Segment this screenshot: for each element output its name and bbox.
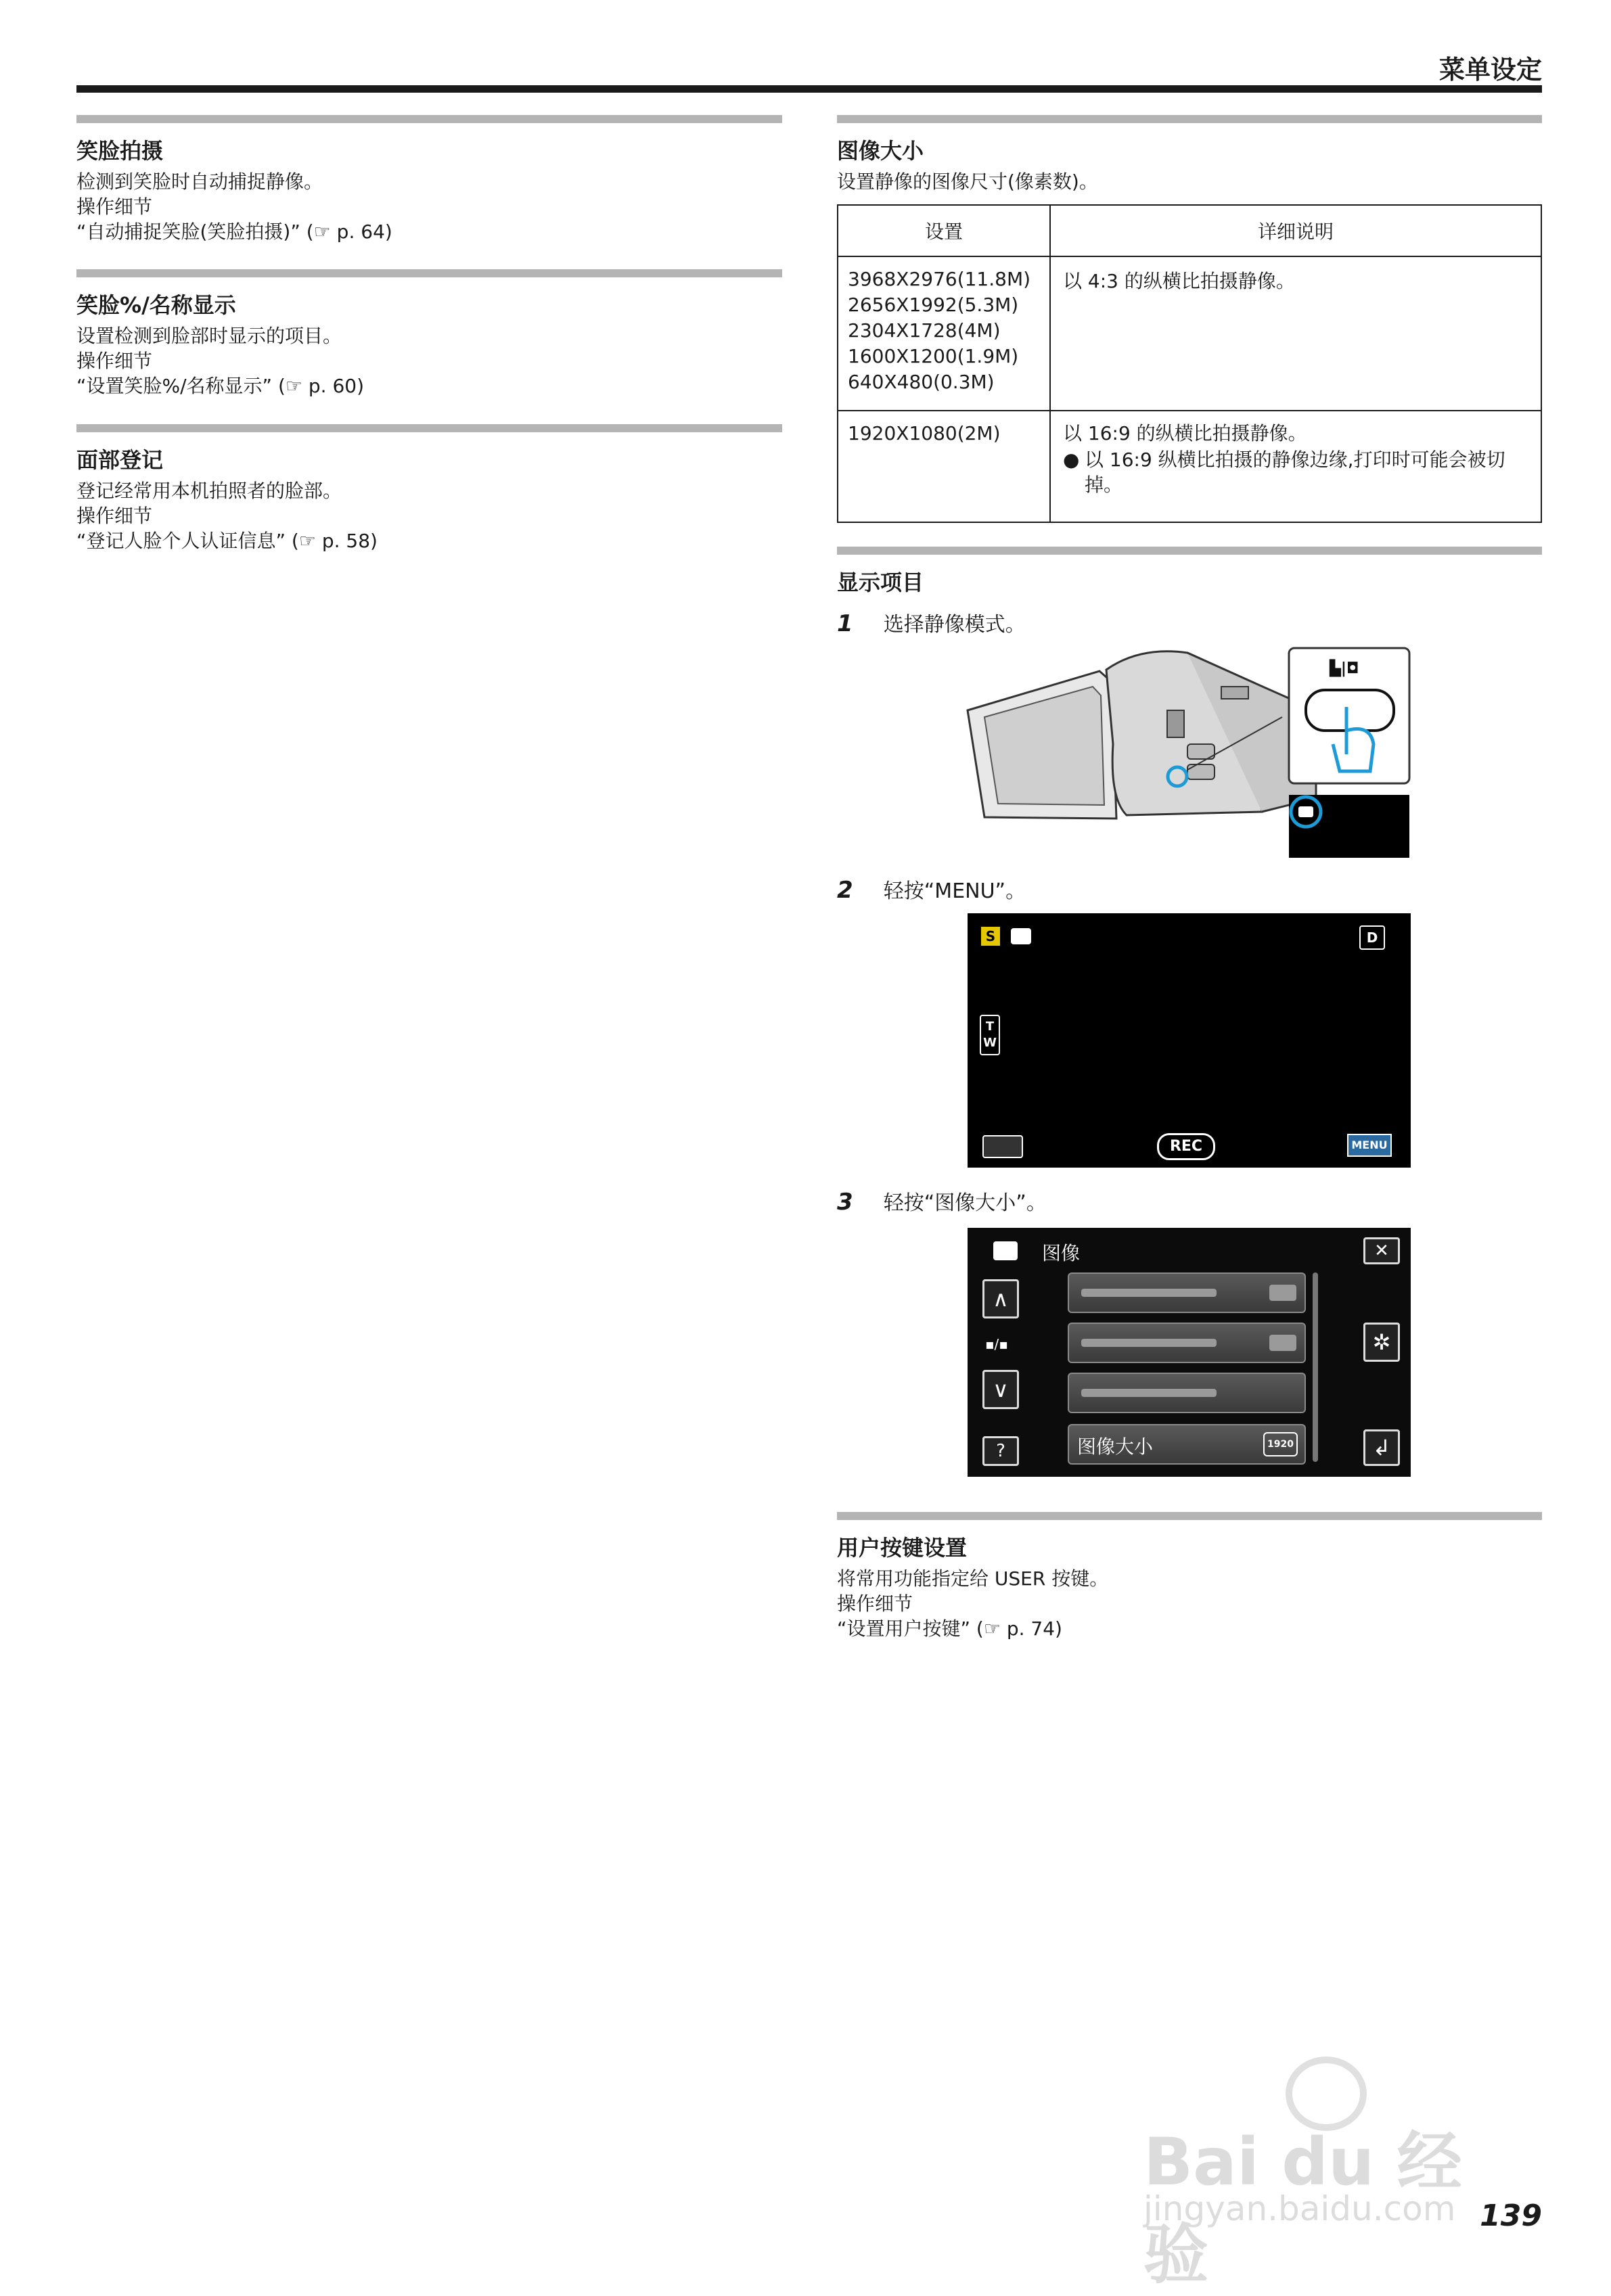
size-option: 2304X1728(4M)	[848, 319, 1001, 342]
svg-text:▙|◘: ▙|◘	[1330, 660, 1359, 677]
size-option: 1600X1200(1.9M)	[848, 345, 1019, 367]
left-section-face-registration	[76, 424, 782, 553]
step-text: 轻按“图像大小”。	[883, 1191, 1047, 1215]
menu-button[interactable]: MENU	[1347, 1134, 1392, 1157]
zoom-tw-button[interactable]: T W	[980, 1015, 1000, 1055]
section-bar	[76, 115, 782, 123]
section-title: 笑脸%/名称显示	[76, 292, 236, 318]
table-cell-detail	[1050, 411, 1541, 522]
blurred-label	[1081, 1389, 1217, 1397]
back-button[interactable]	[1363, 1429, 1400, 1466]
image-size-table	[837, 204, 1542, 523]
section-bar	[837, 547, 1542, 555]
section-desc: 登记经常用本机拍照者的脸部。	[76, 480, 342, 502]
reference-link[interactable]: “自动捕捉笑脸(笑脸拍摄)” (☞ p. 64)	[76, 221, 392, 243]
switch-icon: ▪/▪	[985, 1336, 1008, 1352]
baidu-watermark	[1143, 2057, 1522, 2293]
gear-icon: ✲	[1372, 1329, 1391, 1355]
step-3	[837, 1186, 1047, 1216]
detail-label: 操作细节	[76, 350, 153, 372]
step-text: 选择静像模式。	[883, 613, 1026, 637]
d-mode-badge: D	[1359, 925, 1385, 950]
section-title: 图像大小	[837, 138, 924, 164]
playback-toggle-button[interactable]	[982, 1135, 1023, 1158]
section-title: 显示项目	[837, 570, 924, 595]
section-title: 用户按键设置	[837, 1535, 968, 1561]
table-header-setting: 设置	[838, 205, 1050, 256]
detail-label: 操作细节	[76, 505, 153, 527]
header-rule	[76, 85, 1542, 93]
size-option: 640X480(0.3M)	[848, 371, 995, 393]
scroll-up-button[interactable]: ∧	[982, 1279, 1019, 1318]
table-cell-settings	[838, 411, 1050, 522]
detail-label: 操作细节	[837, 1592, 913, 1615]
note-text: 以 16:9 纵横比拍摄的静像边缘,打印时可能会被切掉。	[1085, 449, 1505, 496]
reference-link[interactable]: “登记人脸个人认证信息” (☞ p. 58)	[76, 530, 378, 552]
menu-header-label: 图像	[1042, 1242, 1081, 1264]
table-header-row	[838, 205, 1541, 256]
table-row	[838, 256, 1541, 411]
section-title: 面部登记	[76, 447, 164, 473]
step-number: 3	[837, 1189, 853, 1216]
camera-icon	[993, 1241, 1018, 1260]
size-option: 1920X1080(2M)	[848, 422, 1001, 444]
settings-button[interactable]	[1363, 1323, 1400, 1362]
section-title: 笑脸拍摄	[76, 138, 164, 164]
return-icon: ↲	[1372, 1435, 1391, 1461]
help-button[interactable]: ?	[982, 1436, 1019, 1466]
reference-link[interactable]: “设置笑脸%/名称显示” (☞ p. 60)	[76, 375, 365, 397]
left-section-smile-name-display	[76, 269, 782, 398]
section-display-items	[837, 547, 1542, 597]
left-section-smile-shot	[76, 115, 782, 244]
section-desc: 设置静像的图像尺寸(像素数)。	[837, 170, 1098, 193]
detail-text: 以 16:9 的纵横比拍摄静像。	[1063, 422, 1307, 444]
camera-icon	[1011, 928, 1031, 944]
detail-text: 以 4:3 的纵横比拍摄静像。	[1063, 270, 1295, 292]
menu-item-label: 图像大小	[1077, 1436, 1154, 1458]
menu-item[interactable]	[1068, 1323, 1306, 1363]
section-bar	[837, 1512, 1542, 1520]
table-header-detail: 详细说明	[1050, 205, 1541, 256]
table-row	[838, 411, 1541, 522]
size-option: 3968X2976(11.8M)	[848, 268, 1031, 290]
blurred-value	[1269, 1335, 1296, 1351]
section-bar	[76, 424, 782, 432]
blurred-label	[1081, 1289, 1217, 1297]
blurred-value	[1269, 1285, 1296, 1301]
menu-item[interactable]	[1068, 1272, 1306, 1313]
reference-link[interactable]: “设置用户按键” (☞ p. 74)	[837, 1617, 1062, 1640]
note-item	[1063, 447, 1528, 497]
image-size-badge: 1920	[1263, 1432, 1298, 1456]
rec-button[interactable]: REC	[1157, 1133, 1215, 1160]
section-image-size	[837, 115, 1542, 194]
blurred-label	[1081, 1339, 1217, 1347]
menu-screen	[968, 1228, 1411, 1477]
watermark-brand: Bai du 经验	[1143, 2124, 1462, 2293]
step-text: 轻按“MENU”。	[883, 879, 1026, 903]
step-1	[837, 607, 1026, 637]
camcorder-icon	[964, 643, 1414, 858]
bullet-icon: ●	[1063, 449, 1080, 471]
page-number: 139	[1480, 2199, 1542, 2233]
section-user-button	[837, 1512, 1542, 1641]
step-2	[837, 874, 1026, 904]
camera-screen	[968, 913, 1411, 1168]
menu-item-image-size[interactable]	[1068, 1424, 1306, 1465]
watermark-url: jingyan.baidu.com	[1143, 2189, 1456, 2228]
section-desc: 检测到笑脸时自动捕捉静像。	[76, 170, 323, 193]
scroll-down-button[interactable]: ∨	[982, 1370, 1019, 1409]
section-desc: 设置检测到脸部时显示的项目。	[76, 325, 342, 347]
camcorder-illustration	[964, 643, 1414, 858]
step-number: 2	[837, 877, 853, 904]
section-bar	[76, 269, 782, 277]
menu-item[interactable]	[1068, 1373, 1306, 1413]
table-cell-settings	[838, 256, 1050, 411]
page-header-title: 菜单设定	[1438, 55, 1542, 85]
size-option: 2656X1992(5.3M)	[848, 294, 1019, 316]
section-desc: 将常用功能指定给 USER 按键。	[837, 1567, 1109, 1590]
close-button[interactable]: ✕	[1363, 1237, 1400, 1264]
s-mode-badge: S	[981, 927, 1000, 946]
section-bar	[837, 115, 1542, 123]
detail-label: 操作细节	[76, 196, 153, 218]
scrollbar[interactable]	[1313, 1272, 1318, 1462]
table-cell-detail	[1050, 256, 1541, 411]
step-number: 1	[837, 610, 853, 637]
